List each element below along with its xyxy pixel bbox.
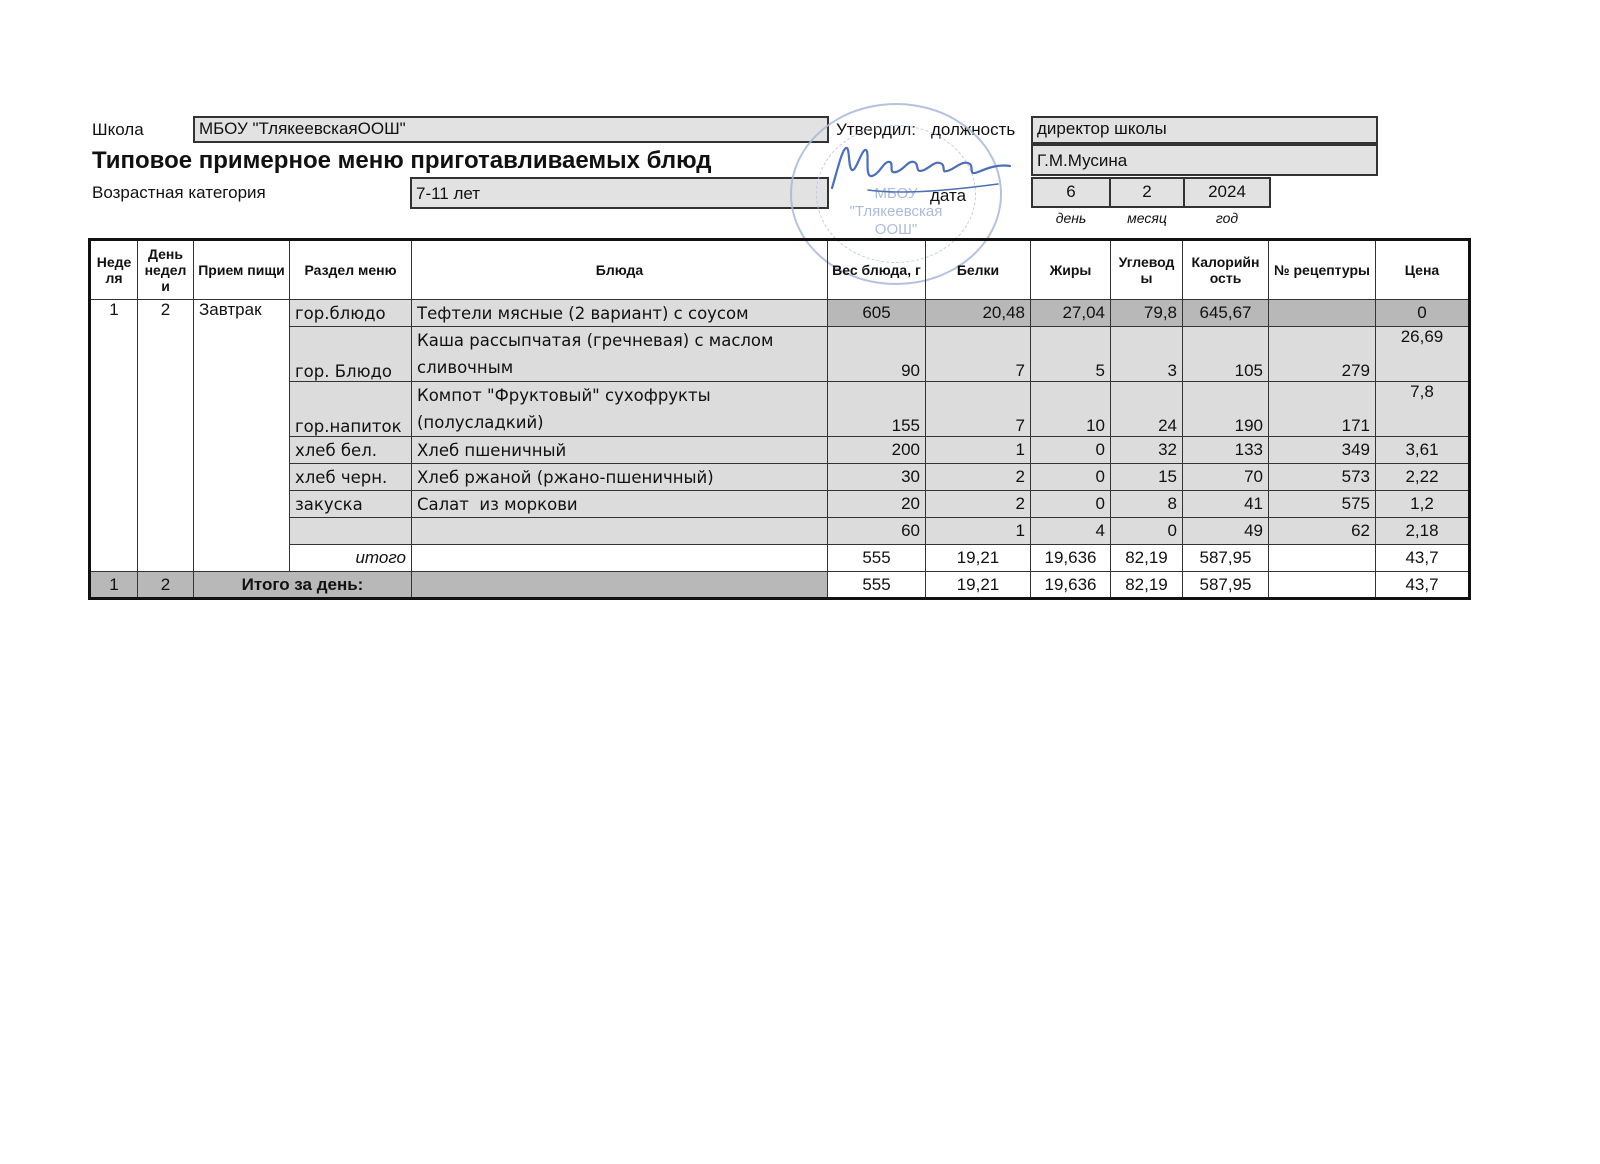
weight-cell: 200 <box>828 437 926 464</box>
fat-cell: 0 <box>1031 437 1111 464</box>
protein-cell: 2 <box>926 464 1031 491</box>
subtotal-calories: 587,95 <box>1183 545 1269 572</box>
price-cell: 2,18 <box>1376 518 1470 545</box>
calories-cell: 70 <box>1183 464 1269 491</box>
official-stamp: МБОУ "Тлякеевская ООШ" <box>790 103 1002 285</box>
date-month: 2 <box>1109 177 1185 208</box>
dish-cell: Салат из моркови <box>412 491 828 518</box>
subtotal-carbs: 82,19 <box>1111 545 1183 572</box>
week-cell: 1 <box>90 300 138 572</box>
subtotal-price: 43,7 <box>1376 545 1470 572</box>
price-cell: 1,2 <box>1376 491 1470 518</box>
signature-icon <box>828 138 1013 200</box>
section-cell <box>290 518 412 545</box>
carbs-cell: 79,8 <box>1111 300 1183 327</box>
age-label: Возрастная категория <box>92 183 266 202</box>
table-row <box>90 327 1470 382</box>
protein-cell: 1 <box>926 437 1031 464</box>
day-total-dish-cell <box>412 572 828 599</box>
fat-cell: 10 <box>1031 382 1111 437</box>
day-total-recipe <box>1269 572 1376 599</box>
col-weight: Вес блюда, г <box>828 240 926 300</box>
weight-cell: 30 <box>828 464 926 491</box>
weight-cell: 90 <box>828 327 926 382</box>
table-header-row <box>90 240 1470 300</box>
year-caption: год <box>1215 210 1239 226</box>
col-fat: Жиры <box>1031 240 1111 300</box>
table-row <box>90 518 1470 545</box>
protein-cell: 1 <box>926 518 1031 545</box>
section-cell: закуска <box>290 491 412 518</box>
fat-cell: 0 <box>1031 464 1111 491</box>
subtotal-label: итого <box>290 545 412 572</box>
col-dish: Блюда <box>412 240 828 300</box>
recipe-cell: 573 <box>1269 464 1376 491</box>
table-row <box>90 382 1470 437</box>
approved-label: Утвердил: <box>836 120 917 139</box>
date-day: 6 <box>1031 177 1111 208</box>
fat-cell: 0 <box>1031 491 1111 518</box>
day-total-carbs: 82,19 <box>1111 572 1183 599</box>
col-section: Раздел меню <box>290 240 412 300</box>
weekday-cell: 2 <box>138 300 194 572</box>
day-total-weight: 555 <box>828 572 926 599</box>
dish-cell <box>412 518 828 545</box>
weight-cell: 605 <box>828 300 926 327</box>
position-value: директор школы <box>1031 116 1378 144</box>
protein-cell: 20,48 <box>926 300 1031 327</box>
section-cell: хлеб бел. <box>290 437 412 464</box>
col-price: Цена <box>1376 240 1470 300</box>
recipe-cell: 349 <box>1269 437 1376 464</box>
fat-cell: 27,04 <box>1031 300 1111 327</box>
weight-cell: 20 <box>828 491 926 518</box>
table-row <box>90 491 1470 518</box>
col-carbs: Углевод ы <box>1111 240 1183 300</box>
section-cell: гор.блюдо <box>290 300 412 327</box>
subtotal-weight: 555 <box>828 545 926 572</box>
col-week: Неде ля <box>90 240 138 300</box>
subtotal-dish-cell <box>412 545 828 572</box>
carbs-cell: 3 <box>1111 327 1183 382</box>
weight-cell: 155 <box>828 382 926 437</box>
carbs-cell: 0 <box>1111 518 1183 545</box>
recipe-cell: 279 <box>1269 327 1376 382</box>
month-caption: месяц <box>1127 210 1167 226</box>
carbs-cell: 32 <box>1111 437 1183 464</box>
day-total-week: 1 <box>90 572 138 599</box>
section-cell: гор. Блюдо <box>290 327 412 382</box>
price-cell: 0 <box>1376 300 1470 327</box>
calories-cell: 190 <box>1183 382 1269 437</box>
subtotal-recipe <box>1269 545 1376 572</box>
dish-cell: Тефтели мясные (2 вариант) с соусом <box>412 300 828 327</box>
school-label: Школа <box>92 120 144 139</box>
col-recipe: № рецептуры <box>1269 240 1376 300</box>
dish-cell: Каша рассыпчатая (гречневая) с маслом сливочным <box>412 327 828 382</box>
carbs-cell: 24 <box>1111 382 1183 437</box>
day-total-fat: 19,636 <box>1031 572 1111 599</box>
section-cell: хлеб черн. <box>290 464 412 491</box>
col-protein: Белки <box>926 240 1031 300</box>
calories-cell: 133 <box>1183 437 1269 464</box>
protein-cell: 2 <box>926 491 1031 518</box>
fat-cell: 4 <box>1031 518 1111 545</box>
day-total-calories: 587,95 <box>1183 572 1269 599</box>
price-cell: 7,8 <box>1376 382 1470 437</box>
day-total-price: 43,7 <box>1376 572 1470 599</box>
protein-cell: 7 <box>926 382 1031 437</box>
carbs-cell: 15 <box>1111 464 1183 491</box>
approver-name: Г.М.Мусина <box>1031 144 1378 176</box>
dish-cell: Компот "Фруктовый" сухофрукты (полусладкий) <box>412 382 828 437</box>
school-value: МБОУ "ТлякеевскаяООШ" <box>193 116 829 143</box>
table-row <box>90 437 1470 464</box>
subtotal-fat: 19,636 <box>1031 545 1111 572</box>
price-cell: 2,22 <box>1376 464 1470 491</box>
date-year: 2024 <box>1183 177 1271 208</box>
table-row <box>90 300 1470 327</box>
protein-cell: 7 <box>926 327 1031 382</box>
menu-table <box>88 238 1471 600</box>
weight-cell: 60 <box>828 518 926 545</box>
table-row <box>90 464 1470 491</box>
subtotal-row <box>90 545 1470 572</box>
page-title: Типовое примерное меню приготавливаемых блюд <box>92 147 712 174</box>
col-weekday: День недел и <box>138 240 194 300</box>
fat-cell: 5 <box>1031 327 1111 382</box>
day-caption: день <box>1055 210 1087 226</box>
meal-cell: Завтрак <box>194 300 290 572</box>
day-total-row <box>90 572 1470 599</box>
day-total-weekday: 2 <box>138 572 194 599</box>
date-label: дата <box>930 186 967 205</box>
col-calories: Калорийн ость <box>1183 240 1269 300</box>
price-cell: 3,61 <box>1376 437 1470 464</box>
dish-cell: Хлеб ржаной (ржано-пшеничный) <box>412 464 828 491</box>
col-meal: Прием пищи <box>194 240 290 300</box>
age-value: 7-11 лет <box>410 177 829 209</box>
calories-cell: 49 <box>1183 518 1269 545</box>
section-cell: гор.напиток <box>290 382 412 437</box>
calories-cell: 645,67 <box>1183 300 1269 327</box>
recipe-cell: 171 <box>1269 382 1376 437</box>
recipe-cell <box>1269 300 1376 327</box>
dish-cell: Хлеб пшеничный <box>412 437 828 464</box>
day-total-label: Итого за день: <box>194 572 412 599</box>
position-label: должность <box>931 120 1016 139</box>
day-total-protein: 19,21 <box>926 572 1031 599</box>
calories-cell: 41 <box>1183 491 1269 518</box>
recipe-cell: 62 <box>1269 518 1376 545</box>
price-cell: 26,69 <box>1376 327 1470 382</box>
carbs-cell: 8 <box>1111 491 1183 518</box>
calories-cell: 105 <box>1183 327 1269 382</box>
subtotal-protein: 19,21 <box>926 545 1031 572</box>
recipe-cell: 575 <box>1269 491 1376 518</box>
